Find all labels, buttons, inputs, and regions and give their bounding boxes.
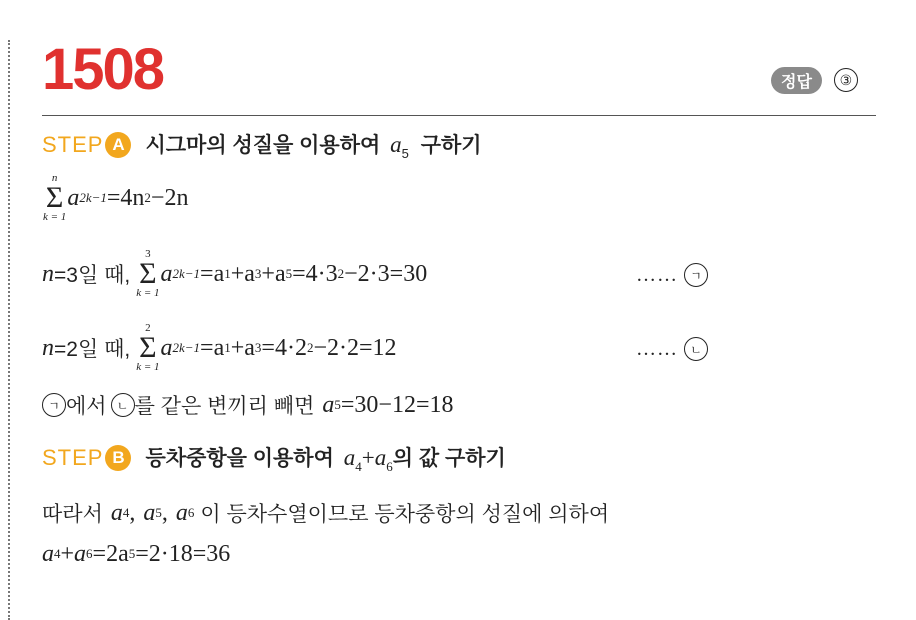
eq2-plus-2: +a — [261, 260, 286, 287]
eq3-dots: …… — [636, 337, 678, 360]
eq6-v1: a — [42, 540, 54, 567]
sigma-3 — [136, 323, 159, 373]
eq2-dots-mark — [636, 260, 708, 290]
eq3-rhs-a: =4·2 — [261, 334, 307, 361]
eq5-v1: a — [110, 499, 123, 526]
eq1-term-sub: 2k−1 — [79, 190, 107, 205]
answer-badge: 정답 — [771, 67, 822, 94]
eq2-sub-5: 5 — [285, 266, 293, 281]
eq6-s2: 6 — [86, 546, 93, 561]
eq4-text-1: 에서 — [66, 395, 107, 418]
step-a-heading — [42, 128, 482, 162]
step-b-v2: a — [374, 444, 387, 470]
problem-number: 1508 — [42, 37, 164, 102]
eq3-dots-mark — [636, 334, 708, 364]
eq6-mid: =2a — [92, 540, 129, 567]
eq3-sub-1: 1 — [224, 340, 231, 355]
eq2-condition: =3일 때, — [54, 264, 131, 287]
step-b-title-expr — [343, 444, 393, 474]
eq2-term: a — [160, 260, 173, 287]
eq5-v2: a — [143, 499, 156, 526]
sigma-1-top: n — [51, 172, 58, 184]
eq5-s2: 5 — [155, 505, 162, 520]
step-a-title-prefix: 시그마의 성질을 이용하여 — [145, 134, 381, 157]
step-b-word: STEP — [42, 445, 104, 470]
eq6-plus: + — [60, 540, 75, 567]
eq2-expr-a: =a — [200, 260, 225, 287]
eq1-rhs-tail: −2n — [150, 184, 189, 211]
step-a-title-sub: 5 — [401, 146, 409, 161]
eq2-plus-1: +a — [230, 260, 255, 287]
step-b-title-prefix: 등차중항을 이용하여 — [145, 446, 334, 470]
step-a-title — [145, 129, 481, 161]
eq3-sub-3: 3 — [254, 340, 262, 355]
equation-1 — [42, 170, 188, 226]
step-b-v1: a — [343, 444, 356, 470]
eq6-rhs: =2·18=36 — [135, 540, 231, 567]
eq2-sub-1: 1 — [224, 266, 231, 281]
step-a-title-var: a — [390, 132, 402, 157]
mark-giyeok: ㄱ — [42, 393, 66, 417]
equation-6 — [42, 536, 230, 572]
eq2-lead: n — [42, 260, 54, 287]
mark-giyeok: ㄱ — [684, 263, 708, 287]
eq5-lead: 따라서 — [42, 503, 103, 526]
sigma-symbol: Σ — [45, 181, 64, 214]
eq5-s3: 6 — [187, 505, 195, 520]
sigma-symbol: Σ — [139, 331, 157, 364]
equation-3 — [42, 318, 397, 378]
equation-2 — [42, 244, 427, 304]
mark-nieun: ㄴ — [684, 337, 708, 361]
eq3-expr-a: =a — [200, 334, 225, 361]
eq5-comma-1: , — [129, 499, 136, 526]
sigma-symbol: Σ — [139, 257, 157, 290]
step-a-letter: A — [105, 132, 131, 158]
answer-value: ③ — [834, 68, 858, 92]
eq6-s3: 5 — [128, 546, 136, 561]
eq2-sub-3: 3 — [254, 266, 262, 281]
eq2-rhs-a: =4·3 — [292, 260, 338, 287]
step-b-letter: B — [105, 445, 131, 471]
dotted-margin-line — [8, 40, 10, 620]
sigma-3-top: 2 — [145, 322, 151, 334]
header-divider — [42, 115, 876, 116]
eq4-var: a — [322, 391, 335, 418]
answer-block — [771, 65, 858, 95]
step-b-title-suffix: 의 값 구하기 — [392, 446, 506, 470]
eq1-term: a — [67, 184, 80, 211]
eq4-text-2: 를 같은 변끼리 빼면 — [134, 395, 315, 418]
step-b-heading — [42, 441, 506, 475]
step-b-s1: 4 — [355, 458, 362, 474]
eq5-tail: 이 등차수열이므로 등차중항의 성질에 의하여 — [200, 503, 610, 526]
eq6-s1: 4 — [54, 546, 61, 561]
eq4-sub: 5 — [334, 397, 341, 412]
step-a-title-suffix: 구하기 — [420, 134, 482, 157]
eq2-rhs-b: −2·3=30 — [344, 260, 428, 287]
step-b-title — [145, 442, 505, 475]
eq4-rhs: =30−12=18 — [340, 391, 454, 418]
eq3-term-sub: 2k−1 — [172, 340, 201, 355]
eq3-lead: n — [42, 334, 54, 361]
eq3-term: a — [160, 334, 173, 361]
eq3-condition: =2일 때, — [54, 338, 131, 361]
eq5-comma-2: , — [161, 499, 168, 526]
sigma-3-bottom: k = 1 — [136, 361, 160, 373]
eq3-plus-1: +a — [230, 334, 255, 361]
equation-4 — [42, 388, 453, 422]
eq3-rhs-sup: 2 — [306, 340, 314, 355]
eq1-rhs: =4n — [106, 184, 145, 211]
sigma-2-top: 3 — [145, 248, 151, 260]
eq2-rhs-sup: 2 — [337, 266, 345, 281]
sigma-2-bottom: k = 1 — [136, 287, 160, 299]
eq5-v3: a — [175, 499, 188, 526]
equation-5 — [42, 495, 609, 531]
eq5-s1: 4 — [122, 505, 130, 520]
sigma-2 — [136, 249, 159, 299]
eq6-v2: a — [74, 540, 87, 567]
eq1-rhs-sup: 2 — [144, 190, 151, 205]
step-b-s2: 6 — [386, 458, 393, 474]
step-b-plus: + — [361, 444, 375, 470]
eq2-term-sub: 2k−1 — [172, 266, 201, 281]
eq3-rhs-b: −2·2=12 — [313, 334, 397, 361]
step-a-word: STEP — [42, 132, 104, 157]
eq2-dots: …… — [636, 263, 678, 286]
sigma-1 — [43, 173, 66, 223]
mark-nieun: ㄴ — [111, 393, 135, 417]
sigma-1-bottom: k = 1 — [43, 211, 67, 223]
